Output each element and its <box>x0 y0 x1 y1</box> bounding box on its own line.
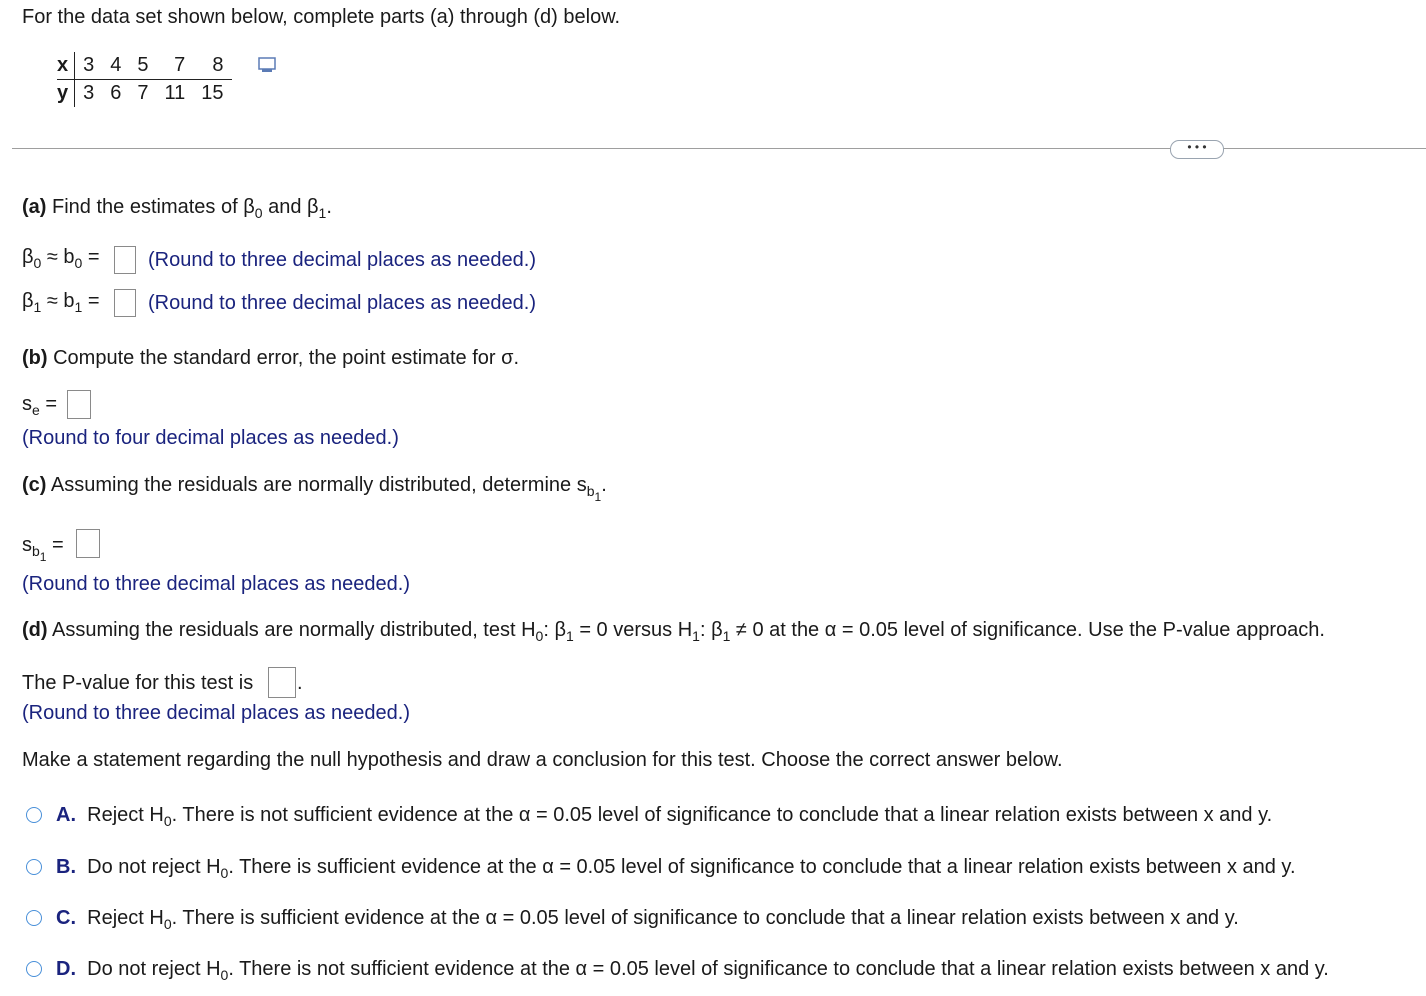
sb1-answer-input[interactable] <box>76 529 100 558</box>
option-a-radio[interactable] <box>26 807 42 823</box>
conclusion-prompt: Make a statement regarding the null hypothesis and draw a conclusion for this test. Choose the correct answer below. <box>22 749 1063 771</box>
sb1-hint: (Round to three decimal places as needed.) <box>22 573 411 595</box>
part-a-label: (a) <box>22 196 47 218</box>
y-value: 6 <box>110 82 122 104</box>
pvalue-answer-input[interactable] <box>268 667 296 698</box>
part-c-question: (c) Assuming the residuals are normally distributed, determine $s_{b_1}$. <box>22 474 607 504</box>
pvalue-period: . <box>297 672 303 694</box>
b1-answer-input[interactable] <box>114 289 136 317</box>
y-value: 11 <box>164 82 186 104</box>
x-value: 7 <box>157 52 194 80</box>
b0-row: $\beta_0 \approx b_0$ = <box>22 246 100 271</box>
more-options-button[interactable]: • • • <box>1170 140 1224 159</box>
sb1-row: $s_{b_1}$ = <box>22 534 64 564</box>
b1-row: $\beta_1 \approx b_1$ = <box>22 290 100 315</box>
pvalue-hint: (Round to three decimal places as needed.) <box>22 702 411 724</box>
x-header: x <box>57 52 75 80</box>
y-value: 3 <box>83 82 95 104</box>
pvalue-prompt: The P-value for this test is <box>22 672 254 694</box>
b0-hint: (Round to three decimal places as needed.) <box>148 249 537 271</box>
option-b-radio[interactable] <box>26 859 42 875</box>
part-c-label: (c) <box>22 474 47 496</box>
b1-hint: (Round to three decimal places as needed.) <box>148 292 537 314</box>
part-b-question: (b) Compute the standard error, the point estimate for σ. <box>22 347 520 369</box>
x-value: 3 <box>75 52 103 80</box>
option-b[interactable]: B. Do not reject $H_0$. There is sufficient evidence at the α = 0.05 level of significance to conclude that a linear relation exists between x and y. <box>56 856 1296 881</box>
data-table <box>57 52 232 107</box>
se-answer-input[interactable] <box>67 390 91 419</box>
x-value: 5 <box>129 52 156 80</box>
part-a-question: (a) Find the estimates of $\beta_0$ and $\beta_1$. <box>22 196 332 221</box>
option-c-radio[interactable] <box>26 910 42 926</box>
option-d-radio[interactable] <box>26 961 42 977</box>
y-value: 7 <box>137 82 149 104</box>
se-row: $s_e$ = <box>22 393 58 418</box>
question-intro: For the data set shown below, complete parts (a) through (d) below. <box>22 6 621 28</box>
x-value: 4 <box>102 52 129 80</box>
copy-data-icon[interactable] <box>257 56 279 74</box>
option-a[interactable]: A. Reject $H_0$. There is not sufficient evidence at the α = 0.05 level of significance to conclude that a linear relation exists between x and y. <box>56 804 1273 829</box>
part-b-label: (b) <box>22 347 48 369</box>
x-value: 8 <box>193 52 231 80</box>
option-c[interactable]: C. Reject $H_0$. There is sufficient evidence at the α = 0.05 level of significance to conclude that a linear relation exists between x and y. <box>56 907 1239 932</box>
y-header: y <box>57 80 75 108</box>
b0-answer-input[interactable] <box>114 246 136 274</box>
table-row-y <box>57 80 232 108</box>
y-value: 15 <box>201 82 224 104</box>
se-hint: (Round to four decimal places as needed.) <box>22 427 399 449</box>
part-d-question: (d) Assuming the residuals are normally distributed, test $H_0$: $\beta_1 = 0$ versus $H_1$: $\beta_1 \ne 0$ at the α = 0.05 level of significance. Use the P-value approach. <box>22 619 1325 644</box>
option-d[interactable]: D. Do not reject $H_0$. There is not sufficient evidence at the α = 0.05 level of significance to conclude that a linear relation exists between x and y. <box>56 958 1329 983</box>
table-row-x <box>57 52 232 80</box>
part-d-label: (d) <box>22 619 48 641</box>
